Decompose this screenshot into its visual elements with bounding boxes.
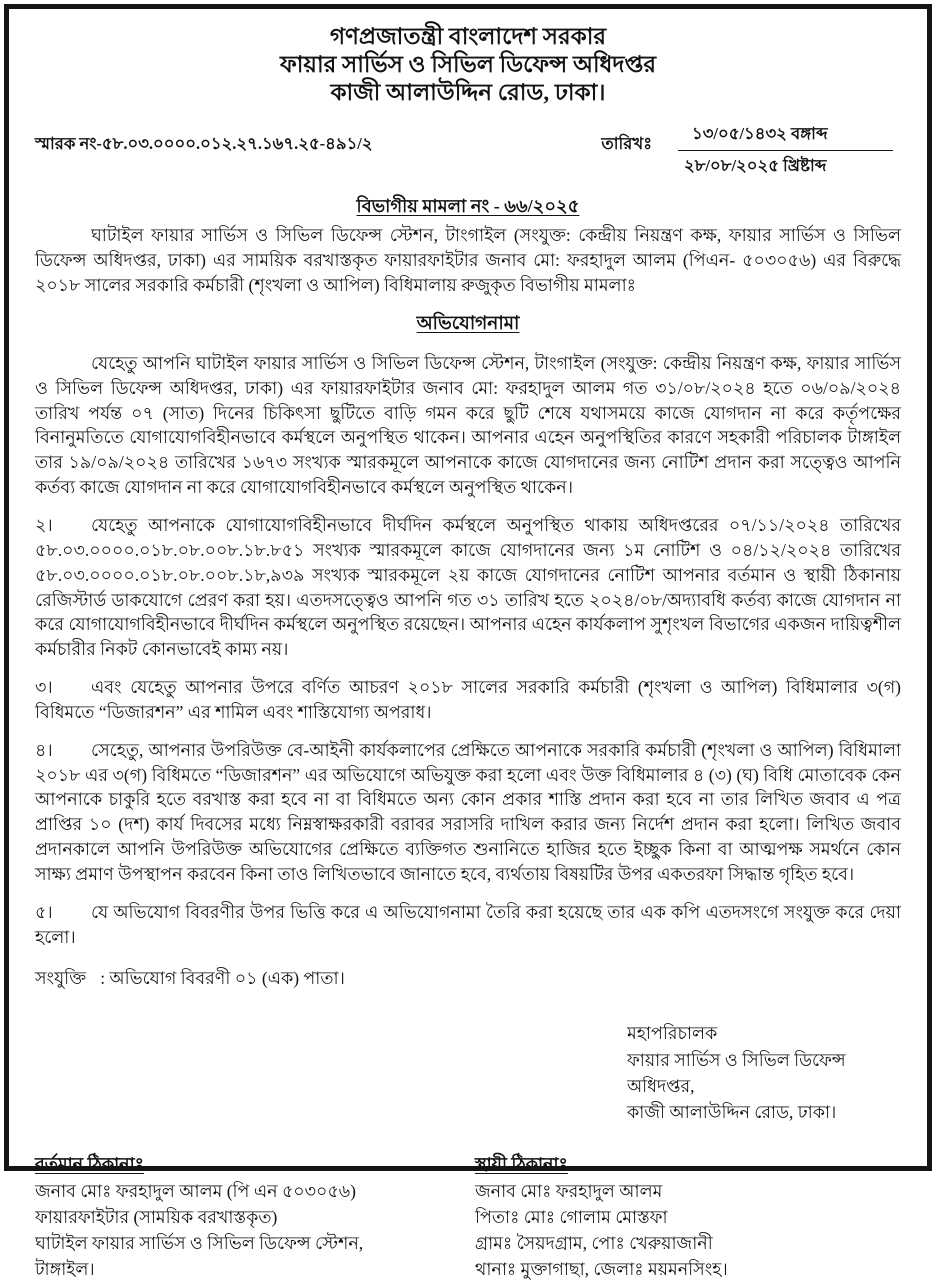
paragraph-2-number: ২। — [35, 515, 53, 535]
attachment-line — [35, 966, 901, 991]
permanent-address-block — [475, 1151, 901, 1282]
date-label: তারিখঃ — [601, 134, 652, 154]
case-title-text: বিভাগীয় মামলা নং - ৬৬/২০২৫ — [356, 196, 580, 217]
permanent-address-heading: স্থায়ী ঠিকানাঃ — [475, 1154, 568, 1175]
paragraph-3 — [35, 675, 901, 725]
document-body — [35, 223, 901, 990]
paragraph-4-text: সেহেতু, আপনার উপরিউক্ত বে-আইনী কার্যকলাপের প্রেক্ষিতে আপনাকে সরকারি কর্মচারী (শৃংখলা ও আপিল) বিধিমালা ২০১৮ এর ৩(গ) বিধিমতে “ডিজারশন” এর অভিযোগে অভিযুক্ত করা হলো এবং উক্ত বিধিমালার ৪ (৩) (ঘ) বিধি মোতাবেক কেন আপনাকে চাকুরি হতে বরখাস্ত করা হবে না বা বিধিমতে অন্য কোন প্রকার শাস্তি প্রদান করা হবে না তার লিখিত জবাব এ পত্র প্রাপ্তির ১০ (দশ) কার্য দিবসের মধ্যে নিম্নস্বাক্ষরকারী বরাবর সরাসরি দাখিল করার জন্য নির্দেশ প্রদান করা হলো। লিখিত জবাব প্রদানকালে আপনি উপরিউক্ত অভিযোগের প্রেক্ষিতে ব্যক্তিগত শুনানিতে হাজির হতে ইচ্ছুক কিনা বা আত্মপক্ষ সমর্থনে কোন সাক্ষ্য প্রমাণ উপস্থাপন করবেন কিনা তাও লিখিতভাবে জানাতে হবে, ব্যর্থতায় বিষয়টির উপর একতরফা সিদ্ধান্ত গৃহিত হবে। — [35, 739, 901, 884]
charge-heading — [35, 311, 901, 337]
date-bangla: ১৩/০৫/১৪৩২ বঙ্গাব্দ — [678, 121, 893, 151]
paragraph-4-number: ৪। — [35, 739, 53, 760]
current-address-line: টাঙ্গাইল। — [35, 1259, 95, 1280]
current-address-line: ঘাটাইল ফায়ার সার্ভিস ও সিভিল ডিফেন্স স্টেশন, — [35, 1233, 364, 1254]
charge-heading-text: অভিযোগনামা — [416, 313, 520, 334]
paragraph-5 — [35, 900, 901, 950]
current-address-block — [35, 1151, 475, 1282]
current-address-heading: বর্তমান ঠিকানাঃ — [35, 1154, 145, 1175]
paragraph-5-number: ৫। — [35, 901, 53, 922]
case-title — [35, 192, 901, 223]
address-section — [35, 1151, 901, 1282]
paragraph-4 — [35, 738, 901, 887]
permanent-address-line: থানাঃ মুক্তাগাছা, জেলাঃ ময়মনসিংহ। — [475, 1259, 728, 1280]
signatory-address: কাজী আলাউদ্দিন রোড, ঢাকা। — [627, 1102, 837, 1123]
department-name: ফায়ার সার্ভিস ও সিভিল ডিফেন্স অধিদপ্তর — [279, 52, 657, 78]
paragraph-3-text: এবং যেহেতু আপনার উপরে বর্ণিত আচরণ ২০১৮ সালের সরকারি কর্মচারী (শৃংখলা ও আপিল) বিধিমালার ৩(গ) বিধিমতে “ডিজারশন” এর শামিল এবং শাস্তিযোগ্য অপরাধ। — [35, 677, 901, 722]
paragraph-2 — [35, 513, 901, 662]
paragraph-2-text: যেহেতু আপনাকে যোগাযোগবিহীনভাবে দীর্ঘদিন কর্মস্থলে অনুপস্থিত থাকায় অধিদপ্তরের ০৭/১১/২০২৪ তারিখের ৫৮.০৩.০০০০.০১৮.০৮.০০৮.১৮.৮৫১ সংখ্যক স্মারকমূলে কাজে যোগদানের জন্য ১ম নোটিশ ও ০৪/১২/২০২৪ তারিখের ৫৮.০৩.০০০০.০১৮.০৮.০০৮.১৮,৯৩৯ সংখ্যক স্মারকমূলে ২য় কাজে যোগদানের নোটিশ আপনার বর্তমান ও স্থায়ী ঠিকানায় রেজিস্টার্ড ডাকযোগে প্রেরণ করা হয়। এতদসত্ত্বেও আপনি গত ৩১ তারিখ হতে ২০২৪/০৮/অদ্যাবধি কর্তব্য কাজে যোগদান না করে যোগাযোগবিহীনভাবে দীর্ঘদিন কর্মস্থলে অনুপস্থিত রয়েছেন। আপনার এহেন কার্যকলাপ সুশৃংখল বিভাগের একজন দায়িত্বশীল কর্মচারীর নিকট কোনভাবেই কাম্য নয়। — [35, 515, 901, 660]
permanent-address-line: জনাব মোঃ ফরহাদুল আলম — [475, 1180, 663, 1201]
permanent-address-line: পিতাঃ মোঃ গোলাম মোস্তফা — [475, 1206, 668, 1227]
date-stack — [678, 121, 893, 180]
attachment-label: সংযুক্তি — [35, 967, 87, 988]
intro-paragraph: ঘাটাইল ফায়ার সার্ভিস ও সিভিল ডিফেন্স স্টেশন, টাংগাইল (সংযুক্ত: কেন্দ্রীয় নিয়ন্ত্রণ কক্ষ, ফায়ার সার্ভিস ও সিভিল ডিফেন্স অধিদপ্তর, ঢাকা) এর সাময়িক বরখাস্তকৃত ফায়ারফাইটার জনাব মো: ফরহাদুল আলম (পিএন- ৫০৩০৫৬) এর বিরুদ্ধে ২০১৮ সালের সরকারি কর্মচারী (শৃংখলা ও আপিল) বিধিমালায় রুজুকৃত বিভাগীয় মামলাঃ — [35, 225, 901, 295]
paragraph-5-text: যে অভিযোগ বিবরণীর উপর ভিত্তি করে এ অভিযোগনামা তৈরি করা হয়েছে তার এক কপি এতদসংগে সংযুক্ত করে দেয়া হলো। — [35, 901, 901, 947]
department-address: কাজী আলাউদ্দিন রোড, ঢাকা। — [330, 80, 606, 106]
permanent-address-line: গ্রামঃ সৈয়দগ্রাম, পোঃ খেরুয়াজানী — [475, 1233, 713, 1254]
current-address-line: ফায়ারফাইটার (সাময়িক বরখাস্তকৃত) — [35, 1206, 278, 1227]
date-gregorian: ২৮/০৮/২০২৫ খ্রিষ্টাব্দ — [684, 156, 827, 176]
paragraph-3-number: ৩। — [35, 677, 53, 698]
signature-block — [627, 1020, 901, 1125]
memo-row — [35, 121, 901, 180]
letterhead — [35, 23, 901, 107]
signatory-designation: মহাপরিচালক — [627, 1023, 718, 1044]
signatory-department: ফায়ার সার্ভিস ও সিভিল ডিফেন্স অধিদপ্তর, — [627, 1049, 846, 1096]
date-block — [601, 121, 901, 180]
current-address-line: জনাব মোঃ ফরহাদুল আলম (পি এন ৫০৩০৫৬) — [35, 1180, 357, 1201]
document-page — [4, 4, 932, 1280]
government-name: গণপ্রজাতন্ত্রী বাংলাদেশ সরকার — [329, 24, 607, 49]
memo-number: স্মারক নং-৫৮.০৩.০০০০.০১২.২৭.১৬৭.২৫-৪৯১/২ — [35, 134, 373, 154]
attachment-text: : অভিযোগ বিবরণী ০১ (এক) পাতা। — [100, 967, 345, 988]
paragraph-1: যেহেতু আপনি ঘাটাইল ফায়ার সার্ভিস ও সিভিল ডিফেন্স স্টেশন, টাংগাইল (সংযুক্ত: কেন্দ্রীয় নিয়ন্ত্রণ কক্ষ, ফায়ার সার্ভিস ও সিভিল ডিফেন্স অধিদপ্তর, ঢাকা) এর ফায়ারফাইটার জনাব মো: ফরহাদুল আলম গত ৩১/০৮/২০২৪ হতে ০৬/০৯/২০২৪ তারিখ পর্যন্ত ০৭ (সাত) দিনের চিকিৎসা ছুটিতে বাড়ি গমন করে ছুটি শেষে যথাসময়ে কাজে যোগদান না করে কর্তৃপক্ষের বিনানুমতিতে যোগাযোগবিহীনভাবে কর্মস্থলে অনুপস্থিত থাকেন। আপনার এহেন অনুপস্থিতির কারণে সহকারী পরিচালক টাঙ্গাইল তার ১৯/০৯/২০২৪ তারিখের ১৬৭৩ সংখ্যক স্মারকমূলে আপনাকে কাজে যোগদানের জন্য নোটিশ প্রদান করা সত্ত্বেও আপনি কর্তব্য কাজে যোগদান না করে যোগাযোগবিহীনভাবে কর্মস্থলে অনুপস্থিত থাকেন। — [35, 352, 901, 498]
